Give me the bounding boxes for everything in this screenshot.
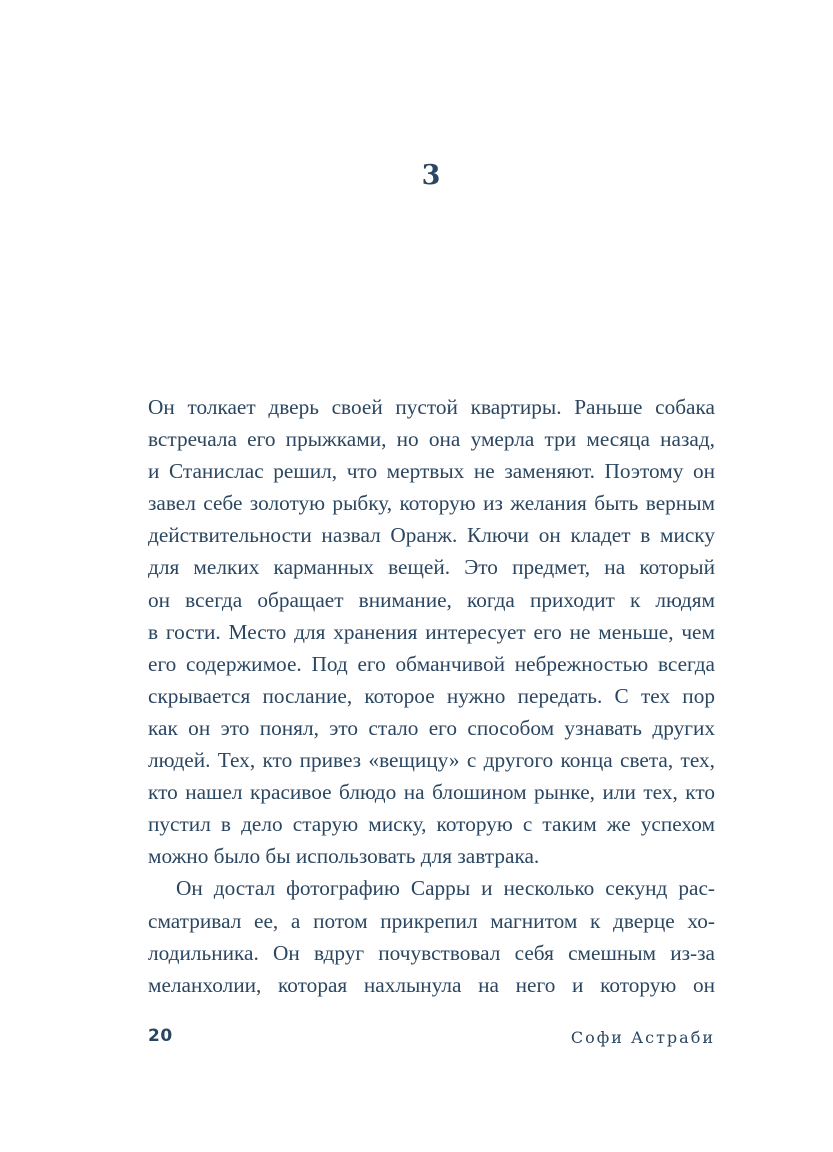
page-number: 20	[148, 1026, 173, 1046]
text-line: как он это понял, это стало его способом узнавать других	[148, 715, 715, 740]
text-line: скрывается послание, которое нужно передать. С тех пор	[148, 683, 715, 708]
text-line: встречала его прыжками, но она умерла три месяца назад,	[148, 427, 715, 452]
text-line: можно было бы использовать для завтрака.	[148, 844, 540, 869]
text-line: его содержимое. Под его обманчивой небрежностью всегда	[148, 651, 715, 676]
text-line: он всегда обращает внимание, когда приходит к людям	[148, 587, 715, 612]
text-line: для мелких карманных вещей. Это предмет, на который	[148, 555, 715, 580]
text-line: кто нашел красивое блюдо на блошином рынке, или тех, кто	[148, 780, 715, 805]
text-line: завел себе золотую рыбку, которую из желания быть верным	[148, 491, 715, 516]
text-line: меланхолии, которая нахлынула на него и которую он	[148, 972, 715, 997]
text-line: Он толкает дверь своей пустой квартиры. Раньше собака	[148, 395, 715, 419]
paragraph-2	[148, 872, 715, 1000]
text-line: действительности назвал Оранж. Ключи он кладет в миску	[148, 523, 715, 548]
body-text	[148, 391, 715, 1001]
text-line: людей. Тех, кто привез «вещицу» с другого конца света, тех,	[148, 748, 715, 773]
text-line: и Станислас решил, что мертвых не заменяют. Поэтому он	[148, 459, 715, 484]
text-line: в гости. Место для хранения интересует его не меньше, чем	[148, 619, 715, 644]
chapter-number: 3	[421, 160, 441, 191]
text-line: Он достал фотографию Сарры и несколько секунд рас-	[176, 876, 715, 901]
text-line: лодильника. Он вдруг почувствовал себя смешным из-за	[148, 940, 715, 965]
paragraph-1	[148, 391, 715, 872]
text-line: пустил в дело старую миску, которую с таким же успехом	[148, 812, 715, 837]
text-line: сматривал ее, а потом прикрепил магнитом к дверце хо-	[148, 908, 715, 933]
running-footer-author: Софи Астраби	[570, 1028, 715, 1047]
